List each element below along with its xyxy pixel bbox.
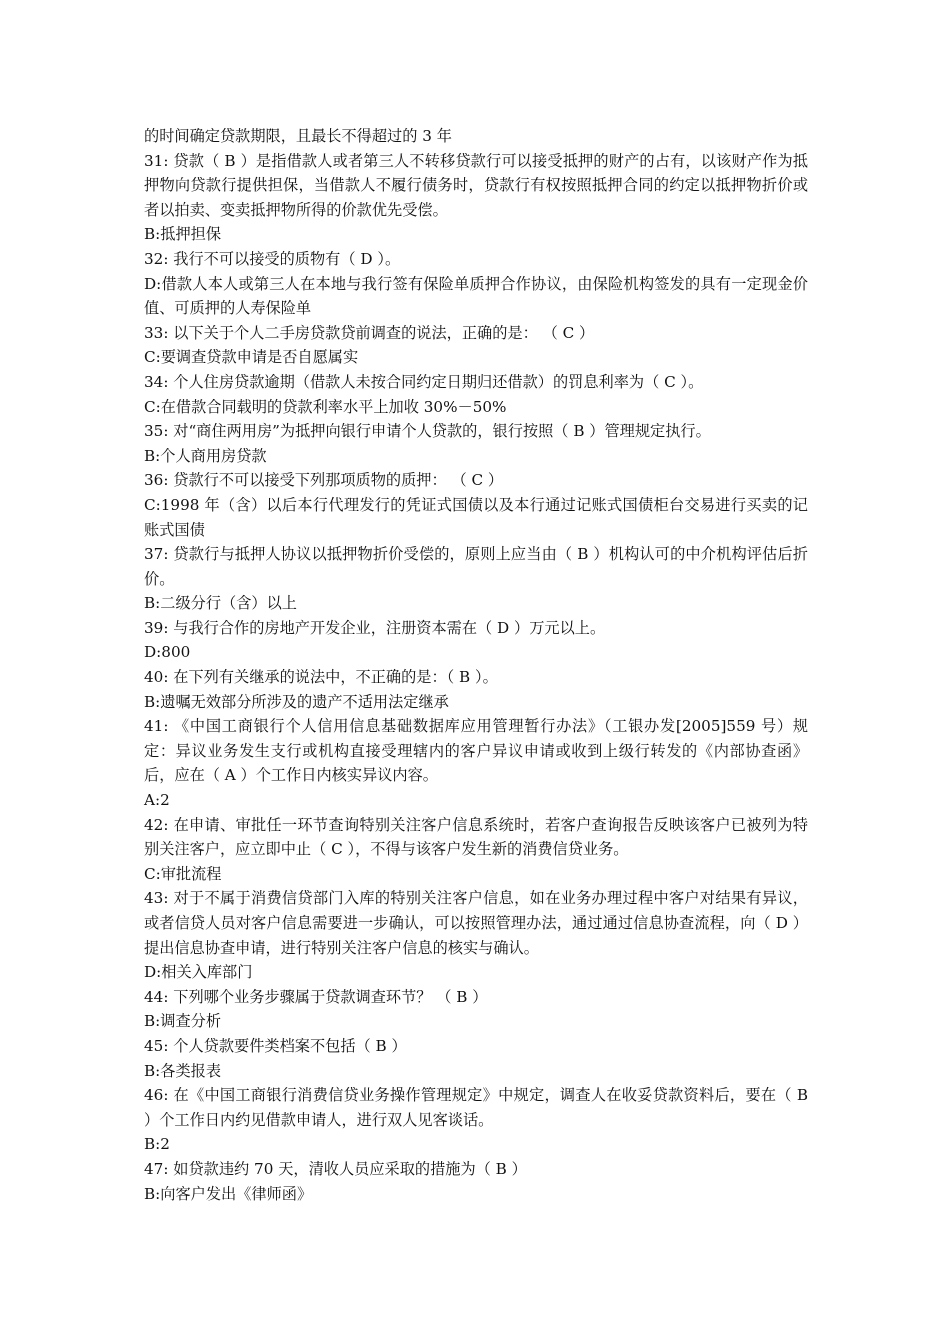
answer-35: B:个人商用房贷款: [144, 446, 267, 465]
answer-45: B:各类报表: [144, 1061, 222, 1080]
answer-39: D:800: [144, 643, 191, 662]
answer-41: A:2: [144, 791, 170, 810]
question-39: 39: 与我行合作的房地产开发企业，注册资本需在（ D ）万元以上。: [144, 618, 606, 637]
question-36: 36: 贷款行不可以接受下列那项质物的质押： （ C ）: [144, 471, 504, 490]
answer-44: B:调查分析: [144, 1012, 222, 1031]
answer-37: B:二级分行（含）以上: [144, 594, 297, 613]
question-35: 35: 对“商住两用房”为抵押向银行申请个人贷款的，银行按照（ B ）管理规定执行。: [144, 422, 711, 441]
answer-42: C:审批流程: [144, 864, 222, 883]
question-45: 45: 个人贷款要件类档案不包括（ B ）: [144, 1036, 407, 1055]
question-32: 32: 我行不可以接受的质物有（ D ）。: [144, 249, 401, 268]
question-31: 31: 贷款（ B ）是指借款人或者第三人不转移贷款行可以接受抵押的财产的占有，以该财产作为抵押物向贷款行提供担保，当借款人不履行债务时，贷款行有权按照抵押合同的约定以抵押物折价或者以拍卖、变卖抵押物所得的价款优先受偿。: [144, 151, 808, 219]
question-46: 46: 在《中国工商银行消费信贷业务操作管理规定》中规定，调查人在收妥贷款资料后，要在（ B ）个工作日内约见借款申请人，进行双人见客谈话。: [144, 1086, 808, 1129]
question-33: 33: 以下关于个人二手房贷款贷前调查的说法，正确的是： （ C ）: [144, 323, 595, 342]
question-47: 47: 如贷款违约 70 天，清收人员应采取的措施为（ B ）: [144, 1159, 527, 1178]
answer-31: B:抵押担保: [144, 225, 222, 244]
question-34: 34: 个人住房贷款逾期（借款人未按合同约定日期归还借款）的罚息利率为（ C ）。: [144, 372, 704, 391]
answer-43: D:相关入库部门: [144, 963, 253, 982]
text-line: 的时间确定贷款期限，且最长不得超过的 3 年: [144, 127, 452, 145]
answer-36: C:1998 年（含）以后本行代理发行的凭证式国债以及本行通过记账式国债柜台交易进行买卖的记账式国债: [144, 495, 808, 539]
answer-40: B:遗嘱无效部分所涉及的遗产不适用法定继承: [144, 692, 449, 711]
answer-32: D:借款人本人或第三人在本地与我行签有保险单质押合作协议，由保险机构签发的具有一定现金价值、可质押的人寿保险单: [144, 274, 808, 318]
answer-46: B:2: [144, 1135, 170, 1154]
document-body: [144, 124, 808, 1206]
question-41: 41: 《中国工商银行个人信用信息基础数据库应用管理暂行办法》（工银办发[2005]559 号）规定：异议业务发生支行或机构直接受理辖内的客户异议申请或收到上级行转发的《内部协查函》后，应在（ A ）个工作日内核实异议内容。: [144, 717, 808, 785]
question-40: 40: 在下列有关继承的说法中，不正确的是：（ B ）。: [144, 668, 498, 687]
answer-47: B:向客户发出《律师函》: [144, 1184, 313, 1203]
question-37: 37: 贷款行与抵押人协议以抵押物折价受偿的，原则上应当由（ B ）机构认可的中介机构评估后折价。: [144, 545, 808, 588]
question-43: 43: 对于不属于消费信贷部门入库的特别关注客户信息，如在业务办理过程中客户对结果有异议，或者信贷人员对客户信息需要进一步确认，可以按照管理办法，通过通过信息协查流程，向（ D ）提出信息协查申请，进行特别关注客户信息的核实与确认。: [144, 889, 808, 957]
question-44: 44: 下列哪个业务步骤属于贷款调查环节？ （ B ）: [144, 987, 488, 1006]
answer-34: C:在借款合同载明的贷款利率水平上加收 30%－50%: [144, 397, 507, 416]
question-42: 42: 在申请、审批任一环节查询特别关注客户信息系统时，若客户查询报告反映该客户已被列为特别关注客户，应立即中止（ C ），不得与该客户发生新的消费信贷业务。: [144, 815, 808, 859]
answer-33: C:要调查贷款申请是否自愿属实: [144, 348, 359, 367]
